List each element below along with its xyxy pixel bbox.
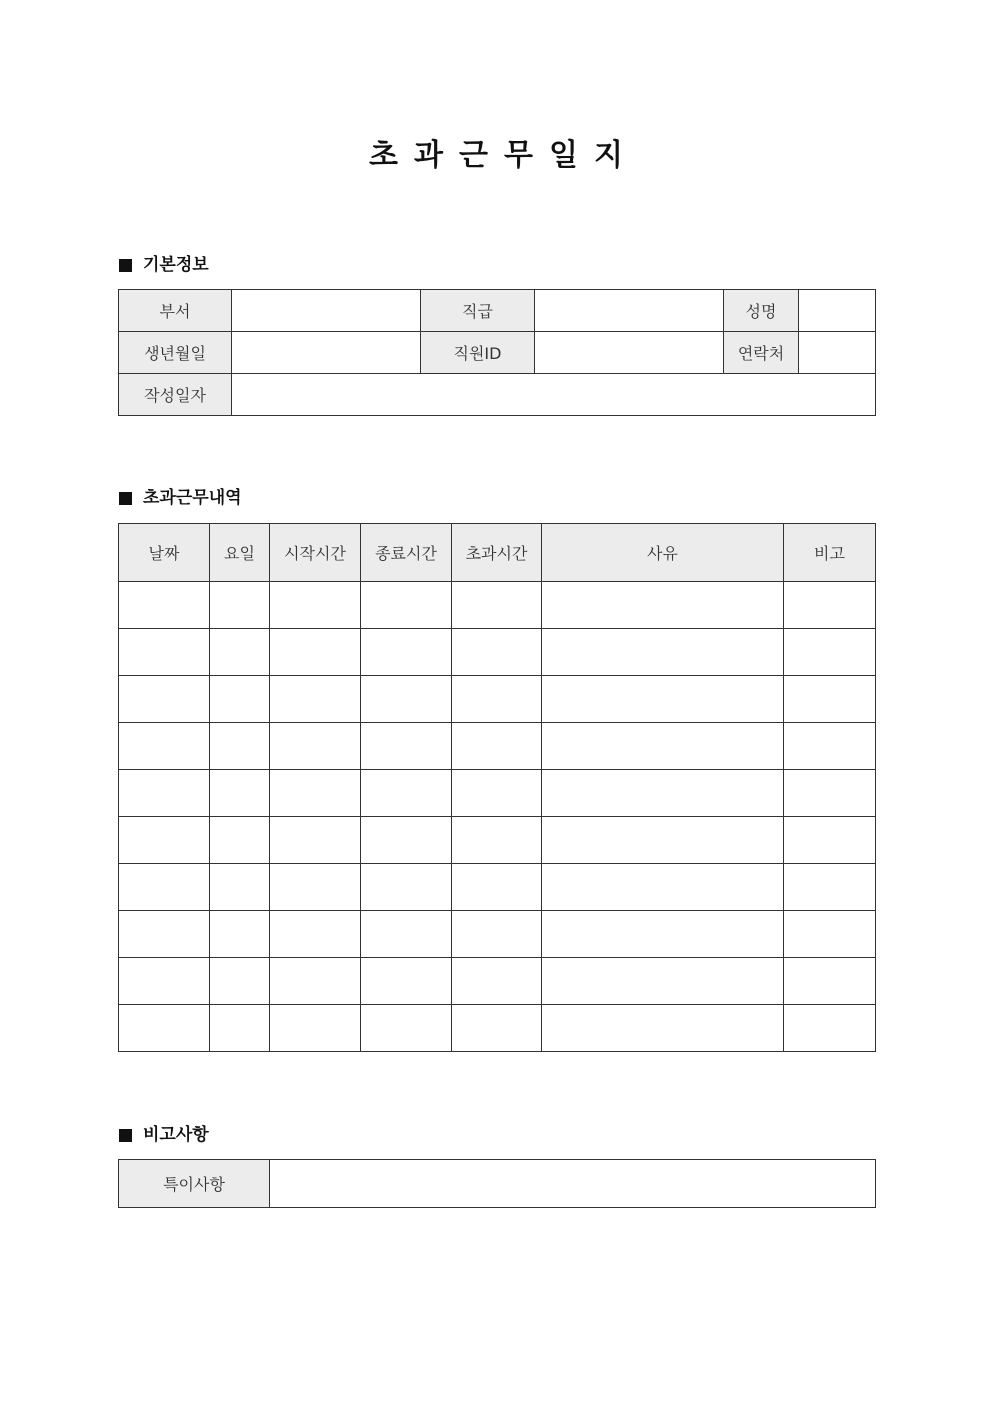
overtime-hours-cell[interactable]	[452, 911, 542, 958]
birthdate-label: 생년월일	[119, 332, 232, 374]
table-row	[119, 1160, 876, 1208]
title-char: 무	[504, 138, 533, 173]
title-char: 초	[369, 138, 399, 173]
weekday-cell[interactable]	[210, 723, 270, 770]
column-header-date: 날짜	[119, 524, 210, 582]
reason-cell[interactable]	[542, 911, 784, 958]
note-cell[interactable]	[784, 958, 876, 1005]
section-basic-info	[119, 253, 209, 277]
end-time-cell[interactable]	[361, 582, 452, 629]
start-time-cell[interactable]	[270, 864, 361, 911]
weekday-cell[interactable]	[210, 911, 270, 958]
title-char: 일	[548, 138, 578, 173]
section-remarks	[119, 1123, 209, 1147]
weekday-cell[interactable]	[210, 629, 270, 676]
note-cell[interactable]	[784, 864, 876, 911]
end-time-cell[interactable]	[361, 817, 452, 864]
start-time-cell[interactable]	[270, 582, 361, 629]
table-row	[119, 958, 876, 1005]
column-header-overtime-hours: 초과시간	[452, 524, 542, 582]
column-header-reason: 사유	[542, 524, 784, 582]
square-bullet-icon	[119, 259, 132, 272]
rank-label: 직급	[421, 290, 535, 332]
column-header-note: 비고	[784, 524, 876, 582]
reason-cell[interactable]	[542, 582, 784, 629]
section-overtime-label: 초과근무내역	[143, 488, 242, 508]
end-time-cell[interactable]	[361, 770, 452, 817]
start-time-cell[interactable]	[270, 723, 361, 770]
overtime-hours-cell[interactable]	[452, 676, 542, 723]
overtime-hours-cell[interactable]	[452, 770, 542, 817]
reason-cell[interactable]	[542, 1005, 784, 1052]
table-row	[119, 864, 876, 911]
reason-cell[interactable]	[542, 629, 784, 676]
end-time-cell[interactable]	[361, 1005, 452, 1052]
employee-id-field[interactable]	[535, 332, 724, 374]
date-cell[interactable]	[119, 676, 210, 723]
table-row	[119, 723, 876, 770]
basic-info-table	[118, 289, 876, 416]
employee-id-label: 직원ID	[421, 332, 535, 374]
weekday-cell[interactable]	[210, 676, 270, 723]
reason-cell[interactable]	[542, 723, 784, 770]
weekday-cell[interactable]	[210, 864, 270, 911]
end-time-cell[interactable]	[361, 911, 452, 958]
date-cell[interactable]	[119, 629, 210, 676]
note-cell[interactable]	[784, 629, 876, 676]
title-char: 지	[593, 138, 623, 173]
date-cell[interactable]	[119, 770, 210, 817]
note-cell[interactable]	[784, 1005, 876, 1052]
end-time-cell[interactable]	[361, 864, 452, 911]
birthdate-field[interactable]	[232, 332, 421, 374]
note-cell[interactable]	[784, 911, 876, 958]
column-header-end-time: 종료시간	[361, 524, 452, 582]
end-time-cell[interactable]	[361, 958, 452, 1005]
weekday-cell[interactable]	[210, 770, 270, 817]
date-cell[interactable]	[119, 582, 210, 629]
start-time-cell[interactable]	[270, 676, 361, 723]
table-header-row	[119, 524, 876, 582]
overtime-hours-cell[interactable]	[452, 817, 542, 864]
start-time-cell[interactable]	[270, 629, 361, 676]
contact-label: 연락처	[724, 332, 799, 374]
table-row	[119, 770, 876, 817]
table-row	[119, 629, 876, 676]
table-row	[119, 1005, 876, 1052]
overtime-hours-cell[interactable]	[452, 629, 542, 676]
table-row	[119, 582, 876, 629]
title-char: 근	[459, 138, 488, 173]
reason-cell[interactable]	[542, 817, 784, 864]
reason-cell[interactable]	[542, 864, 784, 911]
rank-field[interactable]	[535, 290, 724, 332]
end-time-cell[interactable]	[361, 629, 452, 676]
weekday-cell[interactable]	[210, 1005, 270, 1052]
start-time-cell[interactable]	[270, 1005, 361, 1052]
note-cell[interactable]	[784, 582, 876, 629]
overtime-hours-cell[interactable]	[452, 864, 542, 911]
date-cell[interactable]	[119, 723, 210, 770]
table-row	[119, 911, 876, 958]
column-header-weekday: 요일	[210, 524, 270, 582]
start-time-cell[interactable]	[270, 817, 361, 864]
weekday-cell[interactable]	[210, 582, 270, 629]
note-cell[interactable]	[784, 723, 876, 770]
contact-field[interactable]	[799, 332, 876, 374]
overtime-table	[118, 523, 876, 1052]
end-time-cell[interactable]	[361, 723, 452, 770]
remarks-table	[118, 1159, 876, 1208]
special-notes-field[interactable]	[270, 1160, 876, 1208]
weekday-cell[interactable]	[210, 958, 270, 1005]
name-label: 성명	[724, 290, 799, 332]
department-field[interactable]	[232, 290, 421, 332]
note-cell[interactable]	[784, 817, 876, 864]
start-time-cell[interactable]	[270, 911, 361, 958]
date-cell[interactable]	[119, 817, 210, 864]
title-char: 과	[414, 138, 444, 173]
note-cell[interactable]	[784, 770, 876, 817]
table-row	[119, 374, 876, 416]
section-overtime	[119, 486, 242, 510]
table-row	[119, 332, 876, 374]
overtime-hours-cell[interactable]	[452, 582, 542, 629]
end-time-cell[interactable]	[361, 676, 452, 723]
date-cell[interactable]	[119, 911, 210, 958]
name-field[interactable]	[799, 290, 876, 332]
date-cell[interactable]	[119, 864, 210, 911]
square-bullet-icon	[119, 1129, 132, 1142]
section-remarks-label: 비고사항	[143, 1125, 209, 1145]
weekday-cell[interactable]	[210, 817, 270, 864]
overtime-hours-cell[interactable]	[452, 1005, 542, 1052]
date-cell[interactable]	[119, 1005, 210, 1052]
special-notes-label: 특이사항	[119, 1160, 270, 1208]
table-row	[119, 290, 876, 332]
overtime-hours-cell[interactable]	[452, 958, 542, 1005]
date-cell[interactable]	[119, 958, 210, 1005]
start-time-cell[interactable]	[270, 958, 361, 1005]
table-row	[119, 676, 876, 723]
start-time-cell[interactable]	[270, 770, 361, 817]
reason-cell[interactable]	[542, 676, 784, 723]
column-header-start-time: 시작시간	[270, 524, 361, 582]
note-cell[interactable]	[784, 676, 876, 723]
reason-cell[interactable]	[542, 770, 784, 817]
table-row	[119, 817, 876, 864]
page-title	[0, 134, 992, 178]
section-basic-info-label: 기본정보	[143, 255, 209, 275]
reason-cell[interactable]	[542, 958, 784, 1005]
overtime-hours-cell[interactable]	[452, 723, 542, 770]
square-bullet-icon	[119, 492, 132, 505]
written-date-field[interactable]	[232, 374, 876, 416]
department-label: 부서	[119, 290, 232, 332]
written-date-label: 작성일자	[119, 374, 232, 416]
